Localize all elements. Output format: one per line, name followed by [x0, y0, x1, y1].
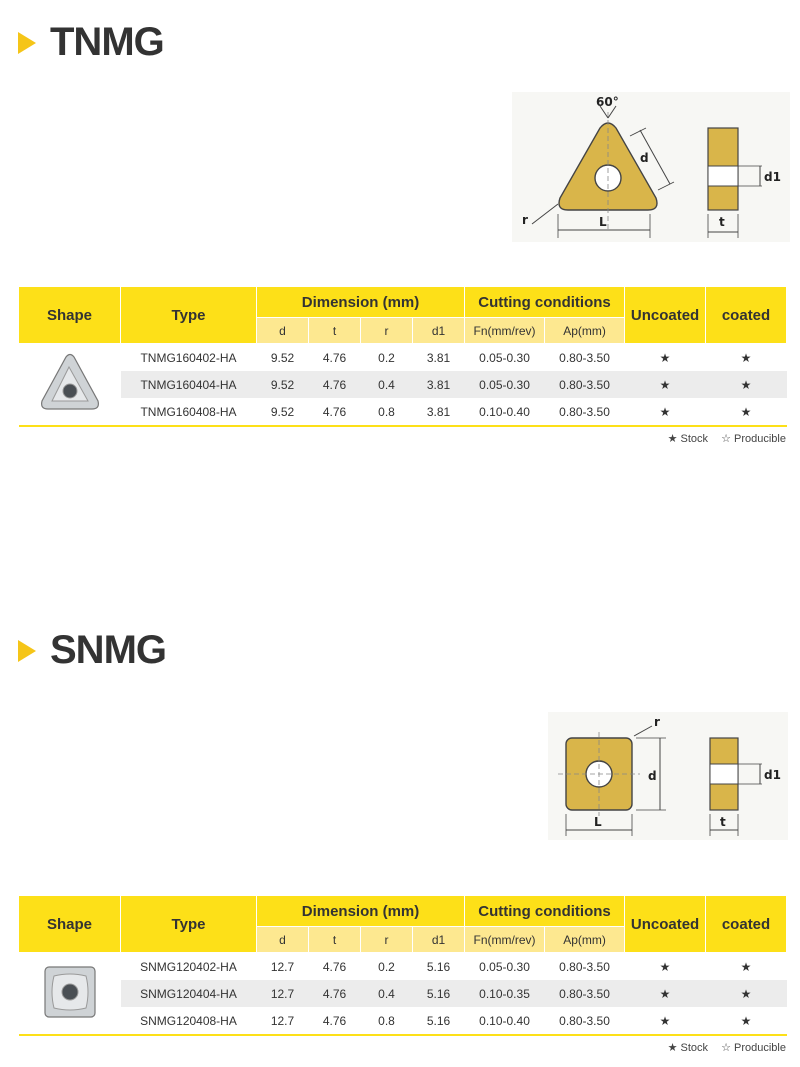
- header-uncoated: Uncoated: [625, 287, 706, 344]
- angle-label: 60°: [596, 95, 619, 109]
- shape-image-cell: [19, 953, 121, 1036]
- cell-r: 0.4: [361, 371, 413, 398]
- r-label: r: [654, 715, 660, 729]
- header-dimension: Dimension (mm): [257, 287, 465, 318]
- r-label: r: [522, 213, 528, 227]
- cell-d1: 3.81: [413, 398, 465, 426]
- tnmg-dimension-diagram: [512, 92, 790, 242]
- snmg-dimension-diagram: [548, 712, 788, 840]
- cell-r: 0.8: [361, 1007, 413, 1035]
- cell-fn: 0.05-0.30: [465, 344, 545, 372]
- legend: [658, 1041, 786, 1054]
- header-coated: coated: [706, 896, 787, 953]
- cell-d: 12.7: [257, 980, 309, 1007]
- cell-d1: 5.16: [413, 953, 465, 981]
- snmg-insert-photo: [40, 962, 100, 1022]
- cell-d: 9.52: [257, 344, 309, 372]
- cell-ap: 0.80-3.50: [545, 953, 625, 981]
- tnmg-spec-table: [18, 286, 787, 427]
- subheader-ap: Ap(mm): [545, 318, 625, 344]
- cell-t: 4.76: [309, 1007, 361, 1035]
- cell-uncoated: ★: [625, 953, 706, 981]
- cell-coated: ★: [706, 980, 787, 1007]
- header-shape: Shape: [19, 896, 121, 953]
- cell-ap: 0.80-3.50: [545, 344, 625, 372]
- legend-producible: ☆ Producible: [721, 433, 786, 445]
- L-label: L: [599, 215, 607, 229]
- cell-fn: 0.05-0.30: [465, 953, 545, 981]
- table-row: [19, 953, 787, 981]
- cell-fn: 0.05-0.30: [465, 371, 545, 398]
- cell-d1: 3.81: [413, 371, 465, 398]
- table-row: [19, 398, 787, 426]
- cell-ap: 0.80-3.50: [545, 1007, 625, 1035]
- cell-coated: ★: [706, 371, 787, 398]
- cell-uncoated: ★: [625, 980, 706, 1007]
- shape-image-cell: [19, 344, 121, 427]
- cell-fn: 0.10-0.40: [465, 398, 545, 426]
- table-row: [19, 371, 787, 398]
- table-row: [19, 1007, 787, 1035]
- d-label: d: [648, 769, 657, 783]
- subheader-ap: Ap(mm): [545, 927, 625, 953]
- cell-t: 4.76: [309, 371, 361, 398]
- table-row: [19, 980, 787, 1007]
- t-label: t: [719, 215, 725, 229]
- section-title-snmg: [18, 628, 166, 673]
- cell-t: 4.76: [309, 953, 361, 981]
- cell-r: 0.8: [361, 398, 413, 426]
- subheader-d: d: [257, 927, 309, 953]
- legend: [658, 432, 786, 445]
- d1-label: d1: [764, 170, 781, 184]
- cell-type: SNMG120404-HA: [121, 980, 257, 1007]
- subheader-t: t: [309, 318, 361, 344]
- legend-stock: ★ Stock: [667, 1042, 709, 1054]
- header-type: Type: [121, 896, 257, 953]
- cell-d1: 5.16: [413, 980, 465, 1007]
- cell-type: SNMG120402-HA: [121, 953, 257, 981]
- cell-r: 0.2: [361, 344, 413, 372]
- d-label: d: [640, 151, 649, 165]
- cell-t: 4.76: [309, 398, 361, 426]
- cell-ap: 0.80-3.50: [545, 398, 625, 426]
- subheader-r: r: [361, 927, 413, 953]
- cell-type: TNMG160408-HA: [121, 398, 257, 426]
- cell-type: SNMG120408-HA: [121, 1007, 257, 1035]
- cell-coated: ★: [706, 344, 787, 372]
- cell-coated: ★: [706, 1007, 787, 1035]
- cell-coated: ★: [706, 953, 787, 981]
- cell-type: TNMG160404-HA: [121, 371, 257, 398]
- cell-type: TNMG160402-HA: [121, 344, 257, 372]
- header-cutting: Cutting conditions: [465, 896, 625, 927]
- cell-fn: 0.10-0.35: [465, 980, 545, 1007]
- cell-uncoated: ★: [625, 371, 706, 398]
- header-uncoated: Uncoated: [625, 896, 706, 953]
- cell-d1: 5.16: [413, 1007, 465, 1035]
- cell-d: 12.7: [257, 1007, 309, 1035]
- cell-t: 4.76: [309, 344, 361, 372]
- header-cutting: Cutting conditions: [465, 287, 625, 318]
- header-shape: Shape: [19, 287, 121, 344]
- cell-r: 0.2: [361, 953, 413, 981]
- cell-ap: 0.80-3.50: [545, 980, 625, 1007]
- tnmg-insert-photo: [38, 351, 102, 415]
- snmg-spec-table: [18, 895, 787, 1036]
- cell-uncoated: ★: [625, 344, 706, 372]
- header-coated: coated: [706, 287, 787, 344]
- cell-d: 9.52: [257, 398, 309, 426]
- section-heading: SNMG: [50, 628, 166, 672]
- subheader-d1: d1: [413, 927, 465, 953]
- subheader-t: t: [309, 927, 361, 953]
- legend-producible: ☆ Producible: [721, 1042, 786, 1054]
- header-dimension: Dimension (mm): [257, 896, 465, 927]
- cell-d: 9.52: [257, 371, 309, 398]
- cell-d: 12.7: [257, 953, 309, 981]
- cell-uncoated: ★: [625, 1007, 706, 1035]
- table-row: [19, 344, 787, 372]
- subheader-fn: Fn(mm/rev): [465, 318, 545, 344]
- triangle-bullet-icon: [18, 640, 36, 662]
- cell-t: 4.76: [309, 980, 361, 1007]
- t-label: t: [720, 815, 726, 829]
- cell-fn: 0.10-0.40: [465, 1007, 545, 1035]
- legend-stock: ★ Stock: [667, 433, 709, 445]
- header-type: Type: [121, 287, 257, 344]
- cell-ap: 0.80-3.50: [545, 371, 625, 398]
- L-label: L: [594, 815, 602, 829]
- subheader-d1: d1: [413, 318, 465, 344]
- subheader-fn: Fn(mm/rev): [465, 927, 545, 953]
- triangle-bullet-icon: [18, 32, 36, 54]
- subheader-r: r: [361, 318, 413, 344]
- cell-uncoated: ★: [625, 398, 706, 426]
- cell-d1: 3.81: [413, 344, 465, 372]
- section-heading: TNMG: [50, 20, 164, 64]
- d1-label: d1: [764, 768, 781, 782]
- cell-coated: ★: [706, 398, 787, 426]
- subheader-d: d: [257, 318, 309, 344]
- cell-r: 0.4: [361, 980, 413, 1007]
- section-title-tnmg: [18, 20, 164, 65]
